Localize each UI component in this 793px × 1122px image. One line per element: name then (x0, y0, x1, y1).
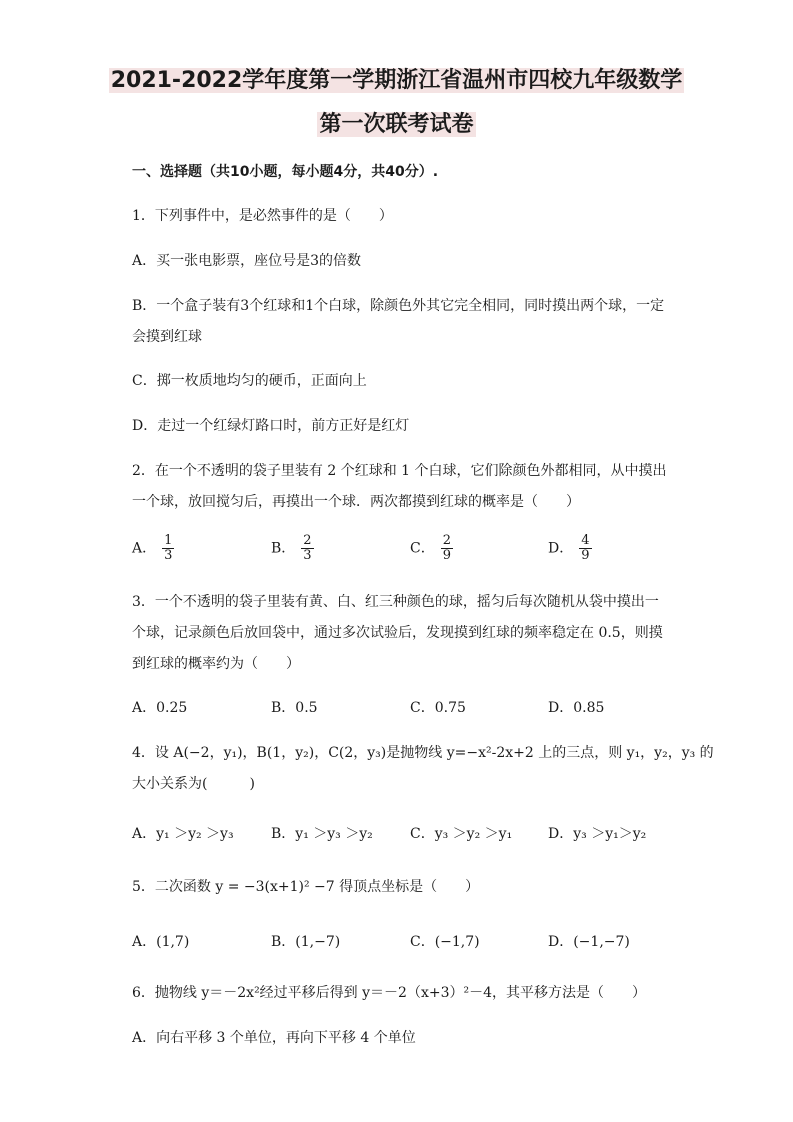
q1-option-b-line2: 会摸到红球 (132, 329, 202, 345)
q2-option-c-fraction: $\frac{2}{9}$ (442, 533, 451, 563)
q5-option-b: B．(1,−7) (271, 934, 341, 950)
q4-option-b: B．y₁ ＞y₃ ＞y₂ (271, 826, 373, 842)
q2-option-b: B． $\frac{2}{3}$ (271, 533, 312, 563)
q1-stem: 1．下列事件中，是必然事件的是（ ） (132, 208, 393, 224)
q2-stem-line1: 2．在一个不透明的袋子里装有 2 个红球和 1 个白球，它们除颜色外都相同，从中摸出 (132, 463, 667, 479)
q2-option-a: A． $\frac{1}{3}$ (132, 533, 173, 563)
q4-stem-line2: 大小关系为( ) (132, 776, 255, 792)
q2-option-b-fraction: $\frac{2}{3}$ (303, 533, 312, 563)
q2-option-d: D． $\frac{4}{9}$ (548, 533, 590, 563)
q2-option-c: C． $\frac{2}{9}$ (410, 533, 451, 563)
q5-option-d: D．(−1,−7) (548, 934, 630, 950)
q1-option-d: D．走过一个红绿灯路口时，前方正好是红灯 (132, 418, 410, 434)
q5-stem: 5．二次函数 y = −3(x+1)² −7 得顶点坐标是（ ） (132, 879, 480, 895)
q5-option-c: C．(−1,7) (410, 934, 480, 950)
q3-option-a: A．0.25 (132, 700, 188, 716)
q4-option-c: C．y₃ ＞y₂ ＞y₁ (410, 826, 513, 842)
q1-option-a: A．买一张电影票，座位号是3的倍数 (132, 253, 362, 269)
q3-option-c: C．0.75 (410, 700, 466, 716)
q3-option-d: D．0.85 (548, 700, 605, 716)
q3-stem-line3: 到红球的概率约为（ ） (132, 656, 300, 672)
q4-option-a: A．y₁ ＞y₂ ＞y₃ (132, 826, 234, 842)
title-line-2: 第一次联考试卷 (319, 112, 474, 137)
q1-option-c: C．掷一枚质地均匀的硬币，正面向上 (132, 373, 367, 389)
q1-option-b-line1: B．一个盒子装有3个红球和1个白球，除颜色外其它完全相同，同时摸出两个球，一定 (132, 298, 665, 314)
q3-stem-line2: 个球，记录颜色后放回袋中，通过多次试验后，发现摸到红球的频率稳定在 0.5，则摸 (132, 625, 663, 641)
q5-option-a: A．(1,7) (132, 934, 190, 950)
q2-option-a-fraction: $\frac{1}{3}$ (164, 533, 173, 563)
q6-option-a: A．向右平移 3 个单位，再向下平移 4 个单位 (132, 1030, 416, 1046)
q4-stem-line1: 4．设 A(−2，y₁)，B(1，y₂)，C(2，y₃)是抛物线 y=−x²-2x+2 上的三点，则 y₁，y₂，y₃ 的 (132, 745, 714, 761)
q3-stem-line1: 3．一个不透明的袋子里装有黄、白、红三种颜色的球，摇匀后每次随机从袋中摸出一 (132, 594, 659, 610)
q6-stem: 6．抛物线 y＝－2x²经过平移后得到 y＝－2（x+3）²－4，其平移方法是（ ） (132, 985, 646, 1001)
q2-option-d-fraction: $\frac{4}{9}$ (581, 533, 590, 563)
q3-option-b: B．0.5 (271, 700, 318, 716)
title-line-1: 2021-2022学年度第一学期浙江省温州市四校九年级数学 (110, 68, 683, 93)
section-heading: 一、选择题（共10小题，每小题4分，共40分）. (132, 164, 439, 180)
q4-option-d: D．y₃ ＞y₁＞y₂ (548, 826, 647, 842)
q2-stem-line2: 一个球，放回搅匀后，再摸出一个球．两次都摸到红球的概率是（ ） (132, 494, 580, 510)
